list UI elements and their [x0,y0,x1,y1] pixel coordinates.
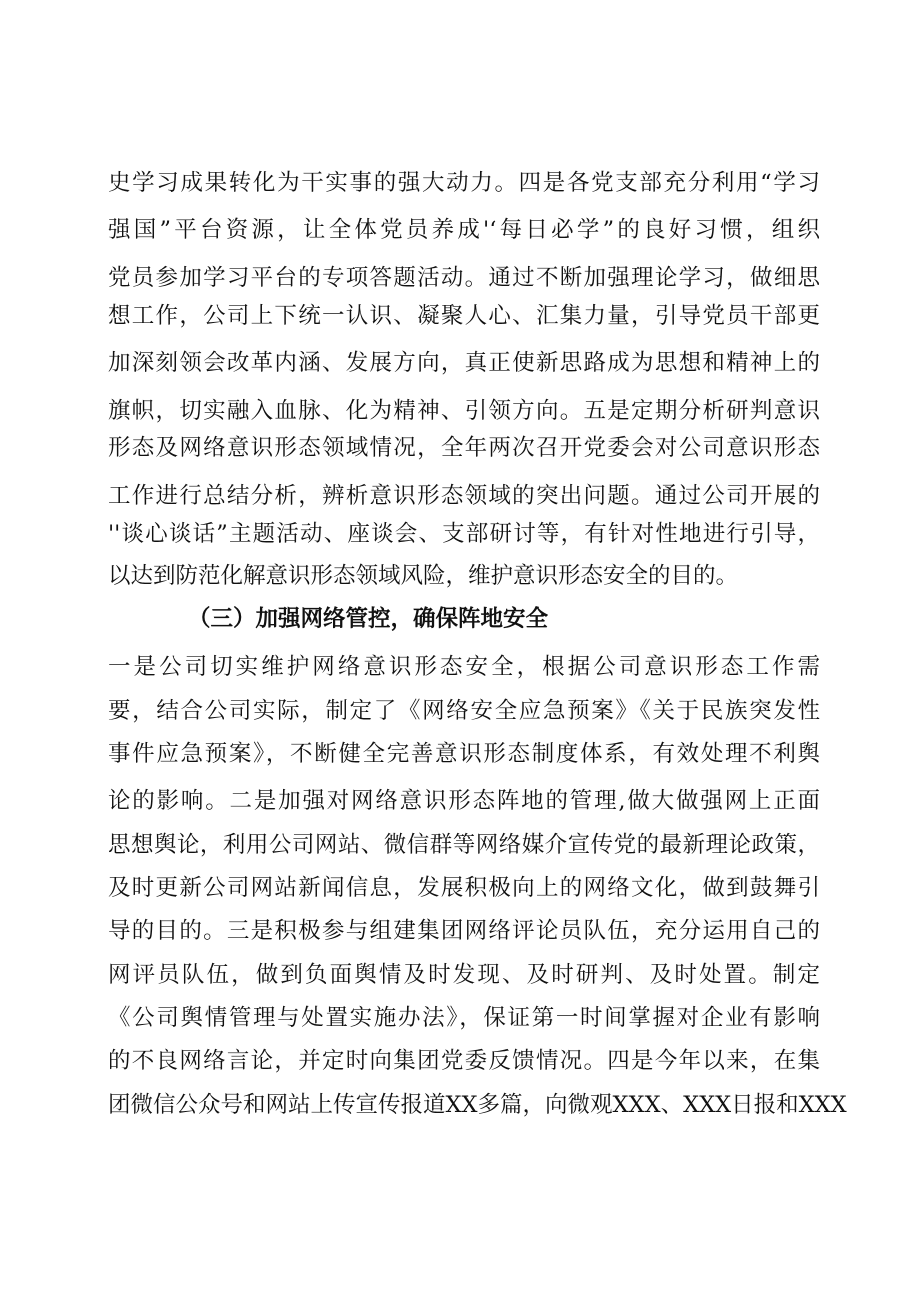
paragraph-2-line-9: 《公司舆情管理与处置实施办法》，保证第一时间掌握对企业有影响 [108,1005,820,1031]
section-heading: （三）加强网络管控，确保阵地安全 [188,606,549,632]
paragraph-1-line-8: 工作进行总结分析，辨析意识形态领域的突出问题。通过公司开展的 [108,483,820,509]
paragraph-1-line-4: 想工作，公司上下统一认识、凝聚人心、汇集力量，引导党员干部更 [108,303,820,329]
paragraph-2-line-11: 团微信公众号和网站上传宣传报道XX多篇，向微观XXX、XXX日报和XXX [108,1092,847,1118]
paragraph-2-line-6: 及时更新公司网站新闻信息，发展积极向上的网络文化，做到鼓舞引 [108,875,820,901]
paragraph-1-line-1: 史学习成果转化为干实事的强大动力。四是各党支部充分利用“学习 [108,170,820,196]
paragraph-2-line-4: 论的影响。二是加强对网络意识形态阵地的管理,做大做强网上正面 [108,788,820,814]
paragraph-1-line-5: 加深刻领会改革内涵、发展方向，真正使新思路成为思想和精神上的 [108,350,820,376]
paragraph-1-line-7: 形态及网络意识形态领域情况，全年两次召开党委会对公司意识形态 [108,435,820,461]
paragraph-1-line-10: 以达到防范化解意识形态领域风险，维护意识形态安全的目的。 [108,563,739,589]
paragraph-1-line-9: ''谈心谈话”主题活动、座谈会、支部研讨等，有针对性地进行引导， [108,521,820,547]
paragraph-2-line-2: 要，结合公司实际，制定了《网络安全应急预案》《关于民族突发性 [108,698,820,724]
paragraph-2-line-8: 网评员队伍，做到负面舆情及时发现、及时研判、及时处置。制定 [108,962,820,988]
paragraph-2-line-5: 思想舆论，利用公司网站、微信群等网络媒介宣传党的最新理论政策， [108,832,820,858]
paragraph-1-line-6: 旗帜，切实融入血脉、化为精神、引领方向。五是定期分析研判意识 [108,398,820,424]
paragraph-2-line-1: 一是公司切实维护网络意识形态安全，根据公司意识形态工作需 [108,654,820,680]
paragraph-1-line-3: 党员参加学习平台的专项答题活动。通过不断加强理论学习，做细思 [108,265,820,291]
paragraph-2-line-3: 事件应急预案》，不断健全完善意识形态制度体系，有效处理不利舆 [108,741,820,767]
paragraph-1-line-2: 强国”平台资源，让全体党员养成'‘每日必学”的良好习惯，组织 [108,217,820,243]
paragraph-2-line-10: 的不良网络言论，并定时向集团党委反馈情况。四是今年以来，在集 [108,1048,820,1074]
paragraph-2-line-7: 导的目的。三是积极参与组建集团网络评论员队伍，充分运用自己的 [108,918,820,944]
